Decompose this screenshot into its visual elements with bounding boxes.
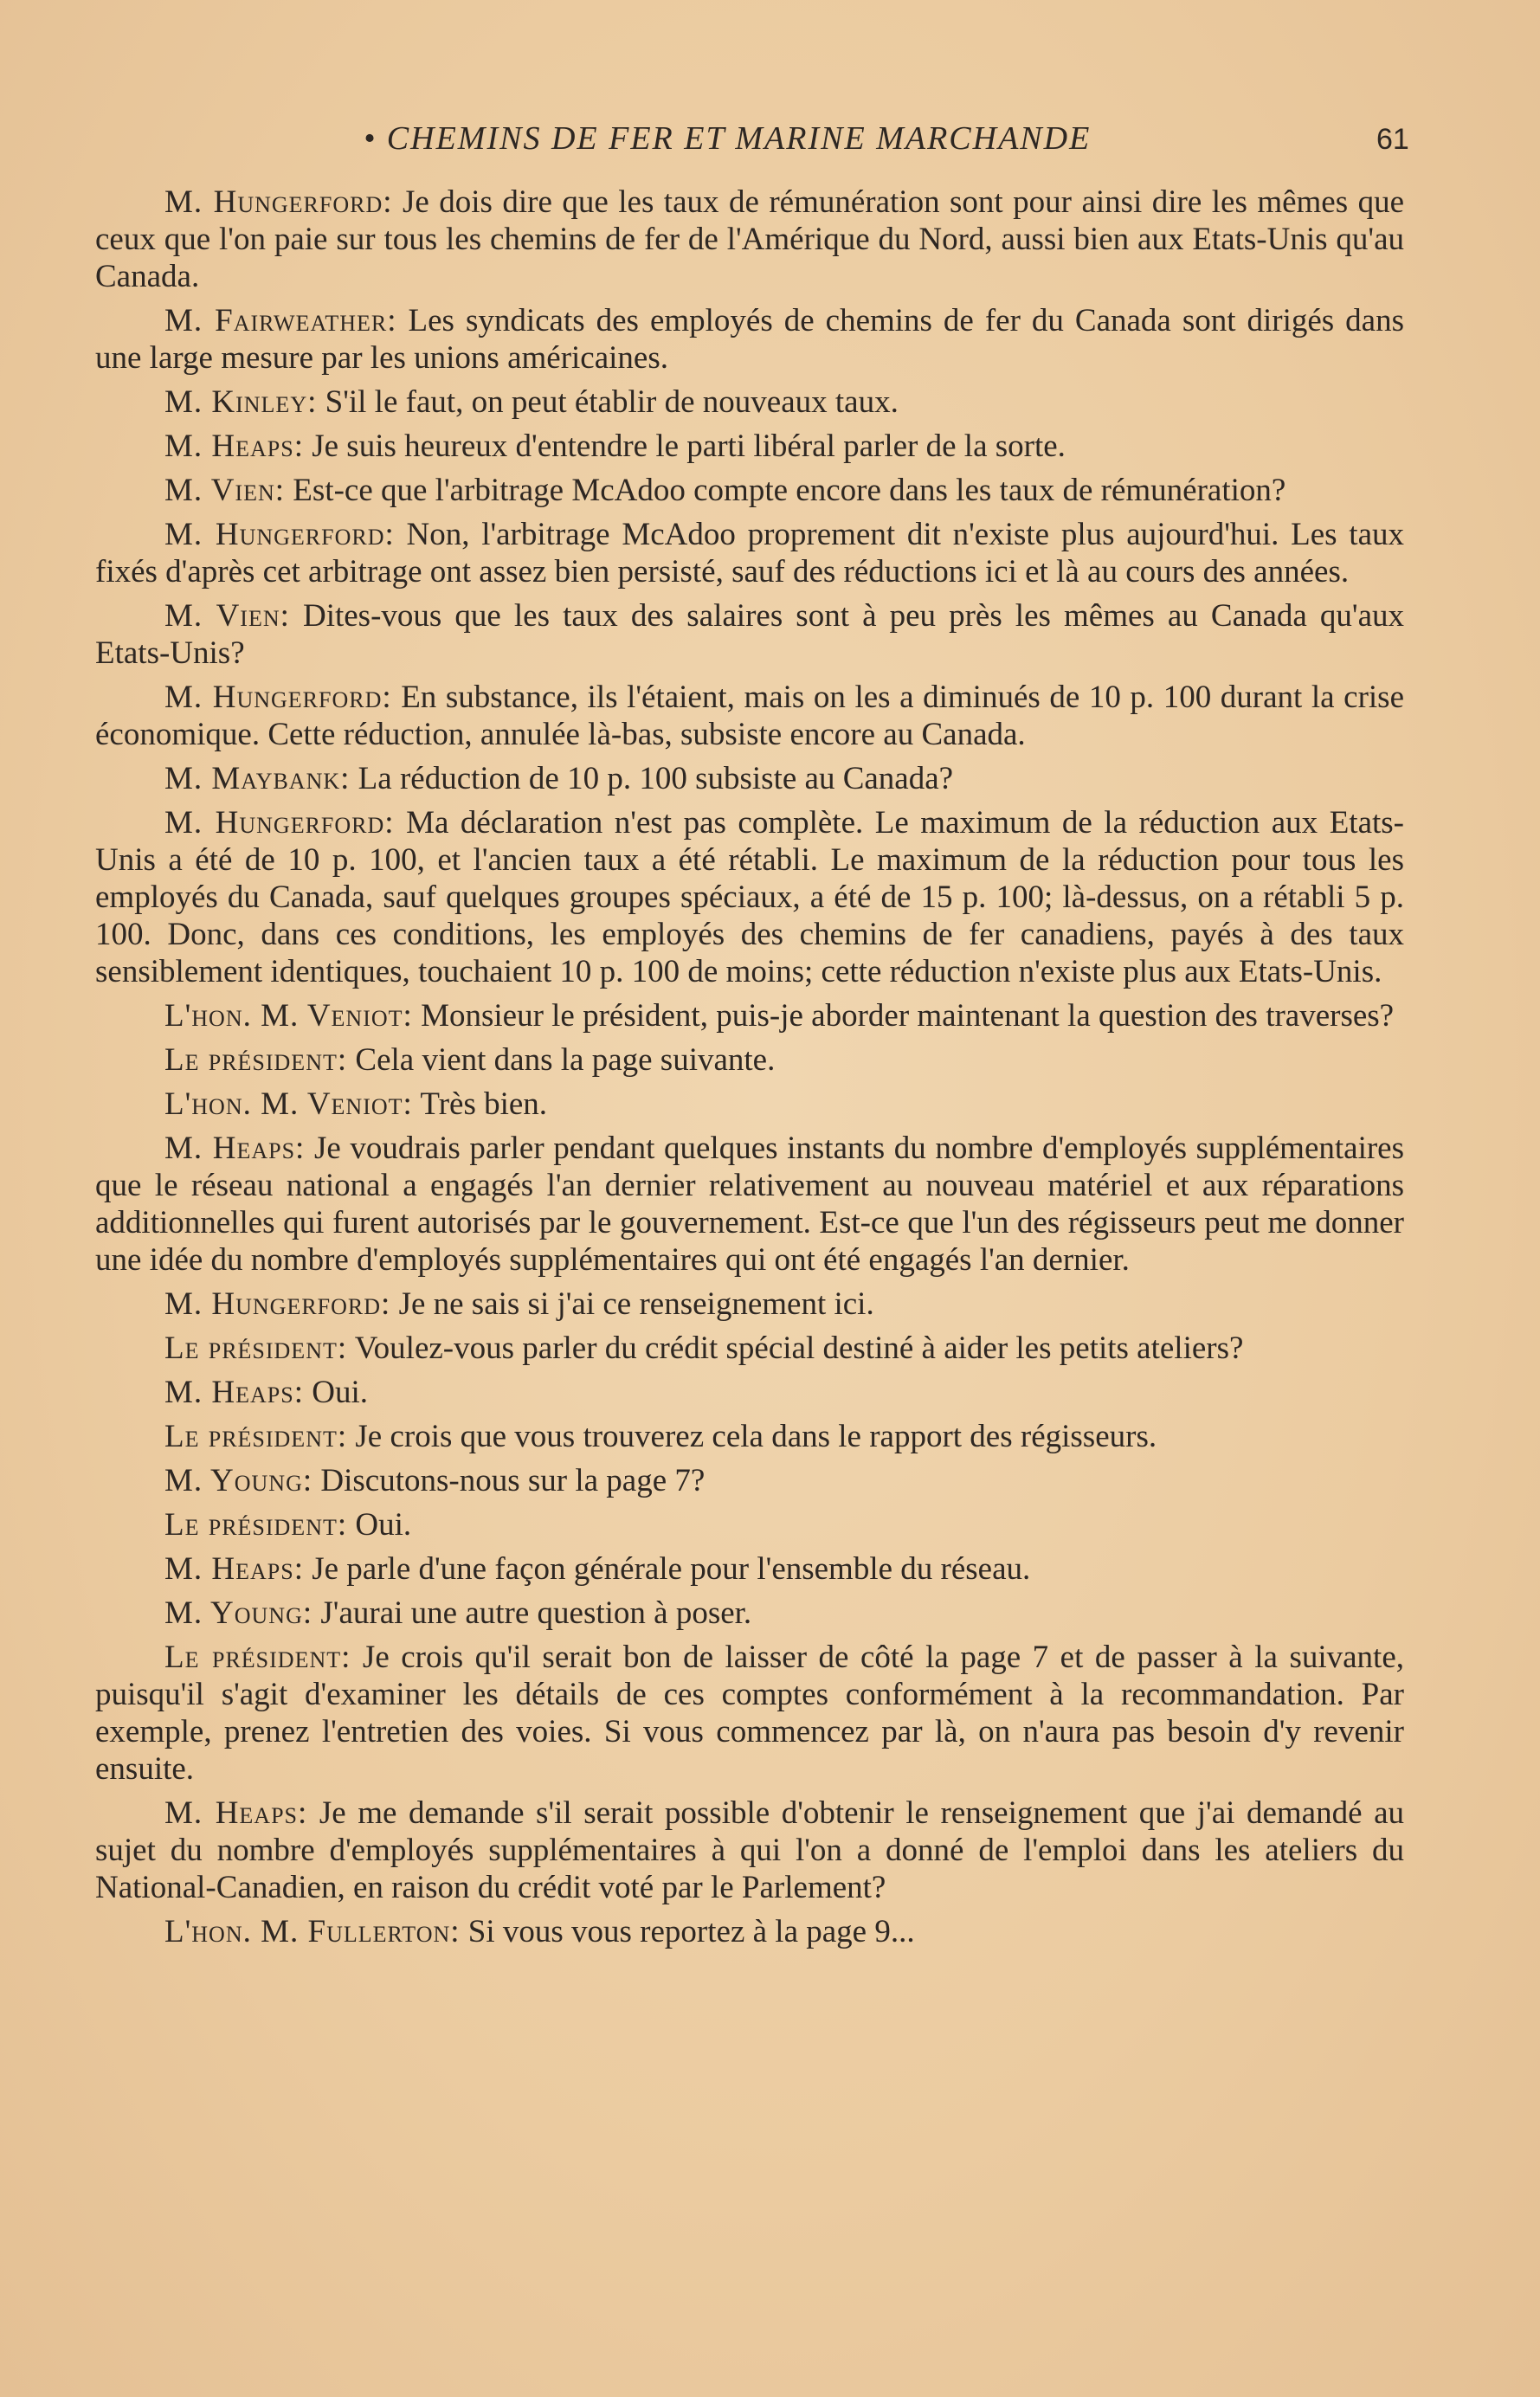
transcript-paragraph [95, 597, 1404, 672]
speaker-name: M. Hungerford: [164, 184, 393, 220]
speech-text: Je ne sais si j'ai ce renseignement ici. [390, 1286, 874, 1322]
speech-text: Je crois que vous trouverez cela dans le rapport des régisseurs. [347, 1419, 1157, 1454]
speech-text: Je dois dire que les taux de rémunération sont pour ainsi dire les mêmes que ceux que l'on paie sur tous les chemins de fer de l'Amérique du Nord, aussi bien aux Etats-Unis qu'au Canada. [95, 184, 1404, 294]
speaker-name: M. Fairweather: [164, 303, 397, 338]
speaker-name: M. Young: [164, 1595, 313, 1631]
transcript-paragraph [95, 760, 1404, 797]
transcript-paragraph [95, 997, 1404, 1034]
speaker-name: M. Kinley: [164, 384, 318, 420]
speech-text: Si vous vous reportez à la page 9... [460, 1914, 915, 1949]
transcript-paragraph [95, 1595, 1404, 1632]
speech-text: Je me demande s'il serait possible d'obtenir le renseignement que j'ai demandé au sujet du nombre d'employés supplémentaires à qui l'on a donné de l'emploi dans les ateliers du National-Canadien, en raison du crédit voté par le Parlement? [95, 1795, 1404, 1905]
transcript-paragraph [95, 1374, 1404, 1411]
transcript-paragraph [95, 428, 1404, 465]
speech-text: Oui. [347, 1507, 412, 1543]
speaker-name: M. Heaps: [164, 1375, 304, 1410]
speaker-name: M. Heaps: [164, 1551, 304, 1587]
speech-text: Monsieur le président, puis-je aborder maintenant la question des traverses? [412, 998, 1395, 1034]
speaker-name: M. Young: [164, 1463, 313, 1498]
speaker-name: M. Hungerford: [164, 680, 392, 715]
transcript-paragraph [95, 1506, 1404, 1543]
transcript-paragraph [95, 302, 1404, 377]
speech-text: Discutons-nous sur la page 7? [313, 1463, 706, 1498]
transcript-paragraph [95, 1550, 1404, 1588]
speaker-name: M. Heaps: [164, 1795, 308, 1831]
transcript-paragraph [95, 516, 1404, 590]
speaker-name: M. Heaps: [164, 1131, 306, 1166]
speaker-name: M. Vien: [164, 473, 286, 508]
transcript-paragraph [95, 1041, 1404, 1079]
speaker-name: Le président: [164, 1507, 348, 1543]
speech-text: Non, l'arbitrage McAdoo proprement dit n'existe plus aujourd'hui. Les taux fixés d'après cet arbitrage ont assez bien persisté, sauf des réductions ici et là au cours des années. [95, 517, 1404, 590]
speaker-name: Le président: [164, 1640, 351, 1675]
transcript-paragraph [95, 1285, 1404, 1323]
transcript-paragraph [95, 1086, 1404, 1123]
transcript-body [95, 184, 1404, 1957]
transcript-paragraph [95, 1639, 1404, 1788]
transcript-paragraph [95, 1330, 1404, 1367]
transcript-paragraph [95, 383, 1404, 421]
speech-text: Est-ce que l'arbitrage McAdoo compte encore dans les taux de rémunération? [285, 473, 1286, 508]
transcript-paragraph [95, 1130, 1404, 1279]
page-header [0, 119, 1540, 163]
speech-text: Dites-vous que les taux des salaires sont à peu près les mêmes au Canada qu'aux Etats-Unis? [95, 598, 1405, 671]
transcript-paragraph [95, 472, 1404, 509]
speaker-name: M. Hungerford: [164, 517, 395, 552]
speech-text: Je voudrais parler pendant quelques instants du nombre d'employés supplémentaires que le réseau national a engagés l'an dernier relativement au nouveau matériel et aux réparations additionnelles qui furent autorisés par le gouvernement. Est-ce que l'un des régisseurs peut me donner une idée du nombre d'employés supplémentaires qui ont été engagés l'an dernier. [95, 1131, 1405, 1278]
speech-text: Je crois qu'il serait bon de laisser de côté la page 7 et de passer à la suivante, puisqu'il s'agit d'examiner les détails de ces comptes conformément à la recommandation. Par exemple, prenez l'entretien des voies. Si vous commencez par là, on n'aura pas besoin d'y revenir ensuite. [95, 1640, 1404, 1787]
speech-text: La réduction de 10 p. 100 subsiste au Canada? [350, 761, 954, 796]
transcript-paragraph [95, 184, 1404, 295]
speech-text: Les syndicats des employés de chemins de fer du Canada sont dirigés dans une large mesure par les unions américaines. [95, 303, 1404, 376]
speaker-name: Le président: [164, 1419, 348, 1454]
transcript-paragraph [95, 679, 1404, 753]
speech-text: Voulez-vous parler du crédit spécial destiné à aider les petits ateliers? [347, 1331, 1244, 1366]
speaker-name: M. Hungerford: [164, 1286, 391, 1322]
speech-text: Très bien. [412, 1086, 548, 1122]
speaker-name: M. Vien: [164, 598, 290, 634]
speech-text: Je suis heureux d'entendre le parti libéral parler de la sorte. [303, 428, 1066, 464]
speaker-name: L'hon. M. Veniot: [164, 1086, 413, 1122]
speech-text: En substance, ils l'étaient, mais on les a diminués de 10 p. 100 durant la crise économique. Cette réduction, annulée là-bas, subsiste encore au Canada. [95, 680, 1405, 752]
speaker-name: M. Hungerford: [164, 805, 395, 841]
speaker-name: L'hon. M. Fullerton: [164, 1914, 461, 1949]
page-number: 61 [1376, 123, 1409, 156]
transcript-paragraph [95, 1795, 1404, 1906]
transcript-paragraph [95, 1913, 1404, 1950]
speaker-name: M. Heaps: [164, 428, 304, 464]
speaker-name: L'hon. M. Veniot: [164, 998, 413, 1034]
transcript-paragraph [95, 804, 1404, 990]
speaker-name: Le président: [164, 1042, 348, 1078]
transcript-paragraph [95, 1462, 1404, 1499]
speech-text: Oui. [303, 1375, 368, 1410]
transcript-paragraph [95, 1418, 1404, 1455]
speech-text: Cela vient dans la page suivante. [347, 1042, 776, 1078]
speech-text: J'aurai une autre question à poser. [313, 1595, 752, 1631]
speech-text: Ma déclaration n'est pas complète. Le maximum de la réduction aux Etats-Unis a été de 10 p. 100, et l'ancien taux a été rétabli. Le maximum de la réduction pour tous les employés du Canada, sauf quelques groupes spéciaux, a été de 15 p. 100; là-dessus, on a rétabli 5 p. 100. Donc, dans ces conditions, les employés des chemins de fer canadiens, payés à des taux sensiblement identiques, touchaient 10 p. 100 de moins; cette réduction n'existe plus aux Etats-Unis. [95, 805, 1404, 989]
running-title: • CHEMINS DE FER ET MARINE MARCHANDE [364, 120, 1092, 157]
speaker-name: Le président: [164, 1331, 348, 1366]
speech-text: Je parle d'une façon générale pour l'ensemble du réseau. [303, 1551, 1031, 1587]
speaker-name: M. Maybank: [164, 761, 351, 796]
speech-text: S'il le faut, on peut établir de nouveaux taux. [317, 384, 899, 420]
